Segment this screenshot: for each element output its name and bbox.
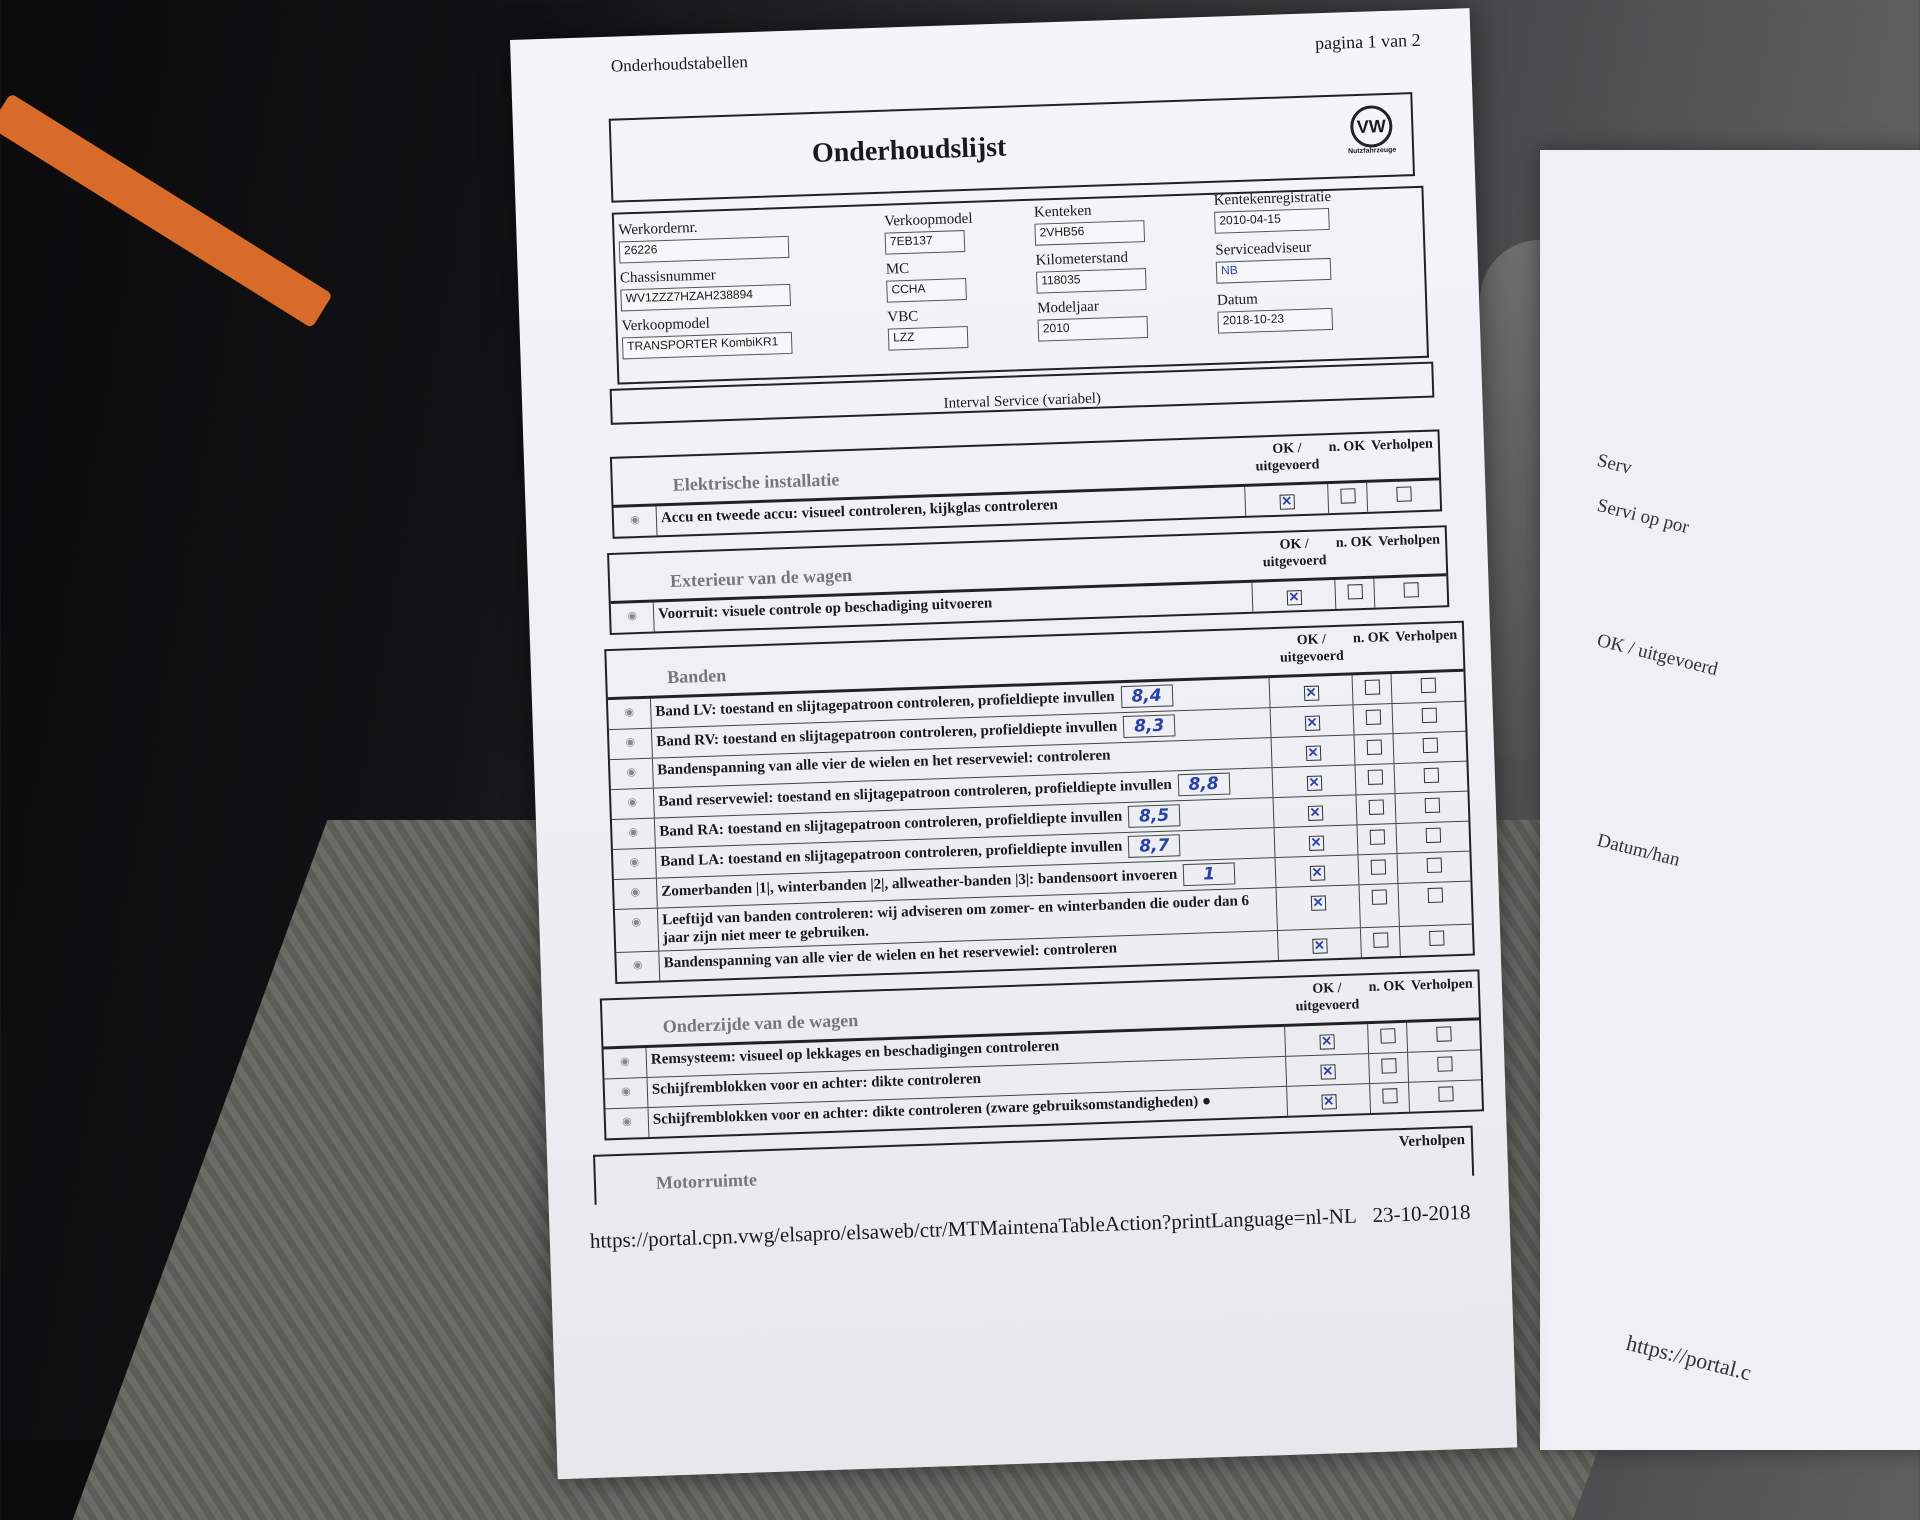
nok-checkbox[interactable] xyxy=(1366,740,1381,755)
section-elektrische-installatie xyxy=(610,429,1442,538)
verholpen-checkbox[interactable] xyxy=(1420,678,1435,693)
column-nok: n. OK xyxy=(1352,630,1390,647)
footer xyxy=(589,1199,1509,1254)
field-kenteken xyxy=(1034,201,1145,246)
logo-sub: Nutzfahrzeuge xyxy=(1347,146,1397,156)
ok-checkbox[interactable]: ✕ xyxy=(1305,746,1320,761)
second-page-ok: OK / uitgevoerd xyxy=(1594,630,1720,681)
field-mc xyxy=(886,259,967,303)
value: 118035 xyxy=(1036,268,1147,294)
label: MC xyxy=(885,260,910,278)
row-text: Bandenspanning van alle vier de wielen en het reservewiel: controleren xyxy=(657,747,1111,779)
verholpen-checkbox[interactable] xyxy=(1437,1056,1452,1071)
vehicle-fields xyxy=(612,186,1429,385)
row-text: Band RA: toestand en slijtagepatroon controleren, profieldiepte invullen xyxy=(659,808,1123,840)
info-icon: ◉ xyxy=(605,1078,649,1108)
ok-checkbox[interactable]: ✕ xyxy=(1307,805,1322,820)
field-kilometerstand xyxy=(1035,249,1146,294)
field-verkoopmodel xyxy=(621,313,792,360)
column-nok: n. OK xyxy=(1328,438,1366,456)
info-icon: ◉ xyxy=(604,1048,648,1078)
column-verholpen: Verholpen xyxy=(1395,627,1458,645)
row-text: Leeftijd van banden controleren: wij adviseren om zomer- en winterbanden die ouder dan 6 jaar zijn niet meer te gebruiken. xyxy=(662,892,1250,947)
column-ok: OK / uitgevoerd xyxy=(1279,632,1345,666)
row-text: Schijfremblokken voor en achter: dikte controleren xyxy=(651,1070,982,1098)
column-verholpen: Verholpen xyxy=(1378,532,1441,550)
info-icon: ◉ xyxy=(606,1108,650,1138)
column-verholpen: Verholpen xyxy=(1398,1131,1466,1151)
page-title: Onderhoudslijst xyxy=(811,131,1007,170)
field-datum xyxy=(1217,289,1333,334)
value: 26226 xyxy=(619,236,790,264)
field-verkoopmodel-code xyxy=(883,210,973,255)
ok-checkbox[interactable]: ✕ xyxy=(1320,1064,1335,1079)
verholpen-checkbox[interactable] xyxy=(1403,582,1418,597)
handwritten-value[interactable]: 8,3 xyxy=(1123,714,1176,738)
header-left: Onderhoudstabellen xyxy=(610,52,749,76)
value: LZZ xyxy=(888,326,969,351)
nok-checkbox[interactable] xyxy=(1367,769,1382,784)
column-ok: OK / uitgevoerd xyxy=(1255,440,1320,475)
handwritten-value[interactable]: 8,4 xyxy=(1120,684,1173,708)
ok-checkbox[interactable]: ✕ xyxy=(1309,865,1324,880)
info-icon: ◉ xyxy=(611,603,655,633)
field-vbc xyxy=(887,307,968,351)
handwritten-value[interactable]: 8,5 xyxy=(1128,804,1181,828)
second-page-serv2: Servi op por xyxy=(1594,495,1692,539)
second-page xyxy=(1540,150,1920,1450)
nok-checkbox[interactable] xyxy=(1347,584,1362,599)
nok-checkbox[interactable] xyxy=(1382,1088,1397,1103)
row-text: Voorruit: visuele controle op beschadiging uitvoeren xyxy=(657,595,993,623)
nok-checkbox[interactable] xyxy=(1369,829,1384,844)
footer-url: https://portal.cpn.vwg/elsapro/elsaweb/ctr/MTMaintenaTableAction?printLanguage=nl-NL xyxy=(589,1203,1358,1254)
info-icon: ◉ xyxy=(609,729,653,759)
value: NB xyxy=(1216,258,1332,284)
verholpen-checkbox[interactable] xyxy=(1426,858,1441,873)
row-text: Band LV: toestand en slijtagepatroon controleren, profieldiepte invullen xyxy=(655,688,1115,720)
section-motorruimte xyxy=(593,1126,1474,1205)
label: Chassisnummer xyxy=(619,267,717,287)
ok-checkbox[interactable]: ✕ xyxy=(1312,938,1327,953)
value: TRANSPORTER KombiKR1 xyxy=(622,332,793,360)
value: CCHA xyxy=(886,278,967,303)
section-title: Banden xyxy=(666,665,727,688)
second-page-serv: Serv xyxy=(1594,450,1634,479)
section-title: Motorruimte xyxy=(655,1169,758,1193)
ok-checkbox[interactable]: ✕ xyxy=(1319,1034,1334,1049)
nok-checkbox[interactable] xyxy=(1370,859,1385,874)
row-text: Band reservewiel: toestand en slijtagepatroon controleren, profieldiepte invullen xyxy=(658,776,1172,810)
footer-date: 23-10-2018 xyxy=(1372,1199,1471,1228)
section-title: Exterieur van de wagen xyxy=(669,564,853,591)
value: 7EB137 xyxy=(885,230,966,255)
info-icon: ◉ xyxy=(614,879,658,909)
ok-checkbox[interactable]: ✕ xyxy=(1310,895,1325,910)
info-icon: ◉ xyxy=(610,759,654,789)
value: WV1ZZZ7HZAH238894 xyxy=(620,284,791,312)
column-ok: OK / uitgevoerd xyxy=(1295,980,1360,1015)
info-icon: ◉ xyxy=(612,819,656,849)
nok-checkbox[interactable] xyxy=(1340,488,1355,503)
column-ok: OK / uitgevoerd xyxy=(1262,536,1327,571)
label: Modeljaar xyxy=(1036,298,1100,317)
column-verholpen: Verholpen xyxy=(1410,976,1473,994)
verholpen-checkbox[interactable] xyxy=(1429,931,1444,946)
verholpen-checkbox[interactable] xyxy=(1423,768,1438,783)
value: 2VHB56 xyxy=(1034,220,1145,246)
nok-checkbox[interactable] xyxy=(1371,889,1386,904)
label: Kenteken xyxy=(1033,202,1092,221)
label: VBC xyxy=(887,308,919,326)
section-exterieur-van-de-wagen xyxy=(607,525,1449,635)
info-icon: ◉ xyxy=(613,849,657,879)
row-text: Band RV: toestand en slijtagepatroon controleren, profieldiepte invullen xyxy=(656,718,1118,750)
handwritten-value[interactable]: 1 xyxy=(1183,862,1236,886)
row-text: Bandenspanning van alle vier de wielen en het reservewiel: controleren xyxy=(663,940,1118,972)
field-modeljaar xyxy=(1037,297,1148,342)
nok-checkbox[interactable] xyxy=(1381,1058,1396,1073)
nok-checkbox[interactable] xyxy=(1368,799,1383,814)
column-nok: n. OK xyxy=(1368,978,1406,996)
ok-checkbox[interactable]: ✕ xyxy=(1286,590,1301,605)
ok-checkbox[interactable]: ✕ xyxy=(1304,716,1319,731)
section-banden xyxy=(604,621,1475,984)
vw-logo-icon: VW xyxy=(1350,105,1393,148)
row-text: Zomerbanden |1|, winterbanden |2|, allweather-banden |3|: bandensoort invoeren xyxy=(661,866,1178,900)
row-text: Accu en tweede accu: visueel controleren, kijkglas controleren xyxy=(660,497,1059,527)
field-kentekenregistratie xyxy=(1213,188,1332,234)
nok-checkbox[interactable] xyxy=(1365,710,1380,725)
info-icon: ◉ xyxy=(616,952,660,982)
verholpen-checkbox[interactable] xyxy=(1422,738,1437,753)
nok-checkbox[interactable] xyxy=(1380,1028,1395,1043)
page-number: pagina 1 van 2 xyxy=(1314,29,1421,54)
verholpen-checkbox[interactable] xyxy=(1421,708,1436,723)
value: 2010 xyxy=(1038,316,1149,342)
vw-logo xyxy=(1341,105,1403,156)
label: Verkoopmodel xyxy=(621,315,711,335)
row-text: Schijfremblokken voor en achter: dikte controleren (zware gebruiksomstandigheden) ● xyxy=(652,1093,1212,1128)
column-nok: n. OK xyxy=(1335,534,1373,551)
maintenance-document xyxy=(510,8,1517,1479)
ok-checkbox[interactable]: ✕ xyxy=(1303,686,1318,701)
section-onderzijde-van-de-wagen xyxy=(600,969,1484,1140)
interval-label: Interval Service (variabel) xyxy=(610,362,1435,425)
ok-checkbox[interactable]: ✕ xyxy=(1306,776,1321,791)
info-icon: ◉ xyxy=(615,909,659,952)
info-icon: ◉ xyxy=(608,699,652,729)
orange-strap xyxy=(0,93,333,328)
value: 2018-10-23 xyxy=(1217,308,1333,334)
verholpen-checkbox[interactable] xyxy=(1424,798,1439,813)
section-title: Onderzijde van de wagen xyxy=(662,1010,859,1037)
field-chassisnummer xyxy=(620,265,791,312)
second-page-datum: Datum/han xyxy=(1594,830,1682,871)
verholpen-checkbox[interactable] xyxy=(1438,1086,1453,1101)
second-page-url: https://portal.c xyxy=(1623,1330,1754,1386)
field-serviceadviseur xyxy=(1215,239,1331,284)
label: Werkordernr. xyxy=(618,219,698,239)
column-verholpen: Verholpen xyxy=(1370,436,1434,454)
nok-checkbox[interactable] xyxy=(1364,680,1379,695)
info-icon: ◉ xyxy=(614,506,658,536)
handwritten-value[interactable]: 8,8 xyxy=(1177,773,1230,797)
handwritten-value[interactable]: 8,7 xyxy=(1128,834,1181,858)
label: Verkoopmodel xyxy=(883,210,973,230)
ok-checkbox[interactable]: ✕ xyxy=(1321,1094,1336,1109)
verholpen-checkbox[interactable] xyxy=(1396,486,1411,501)
label: Kilometerstand xyxy=(1035,249,1129,269)
label: Serviceadviseur xyxy=(1215,239,1312,259)
info-icon: ◉ xyxy=(611,789,655,819)
verholpen-checkbox[interactable] xyxy=(1427,888,1442,903)
row-text: Remsysteem: visueel op lekkages en beschadigingen controleren xyxy=(650,1038,1060,1068)
nok-checkbox[interactable] xyxy=(1373,932,1388,947)
row-text: Band LA: toestand en slijtagepatroon controleren, profieldiepte invullen xyxy=(660,838,1123,870)
value: 2010-04-15 xyxy=(1214,208,1330,234)
verholpen-checkbox[interactable] xyxy=(1425,828,1440,843)
label: Datum xyxy=(1216,291,1259,309)
checklist xyxy=(524,428,1510,1255)
verholpen-checkbox[interactable] xyxy=(1436,1026,1451,1041)
field-werkordernr xyxy=(618,217,789,264)
title-box xyxy=(609,92,1415,203)
ok-checkbox[interactable]: ✕ xyxy=(1279,494,1294,509)
ok-checkbox[interactable]: ✕ xyxy=(1308,835,1323,850)
section-title: Elektrische installatie xyxy=(672,469,840,495)
label: Kentekenregistratie xyxy=(1213,188,1332,209)
